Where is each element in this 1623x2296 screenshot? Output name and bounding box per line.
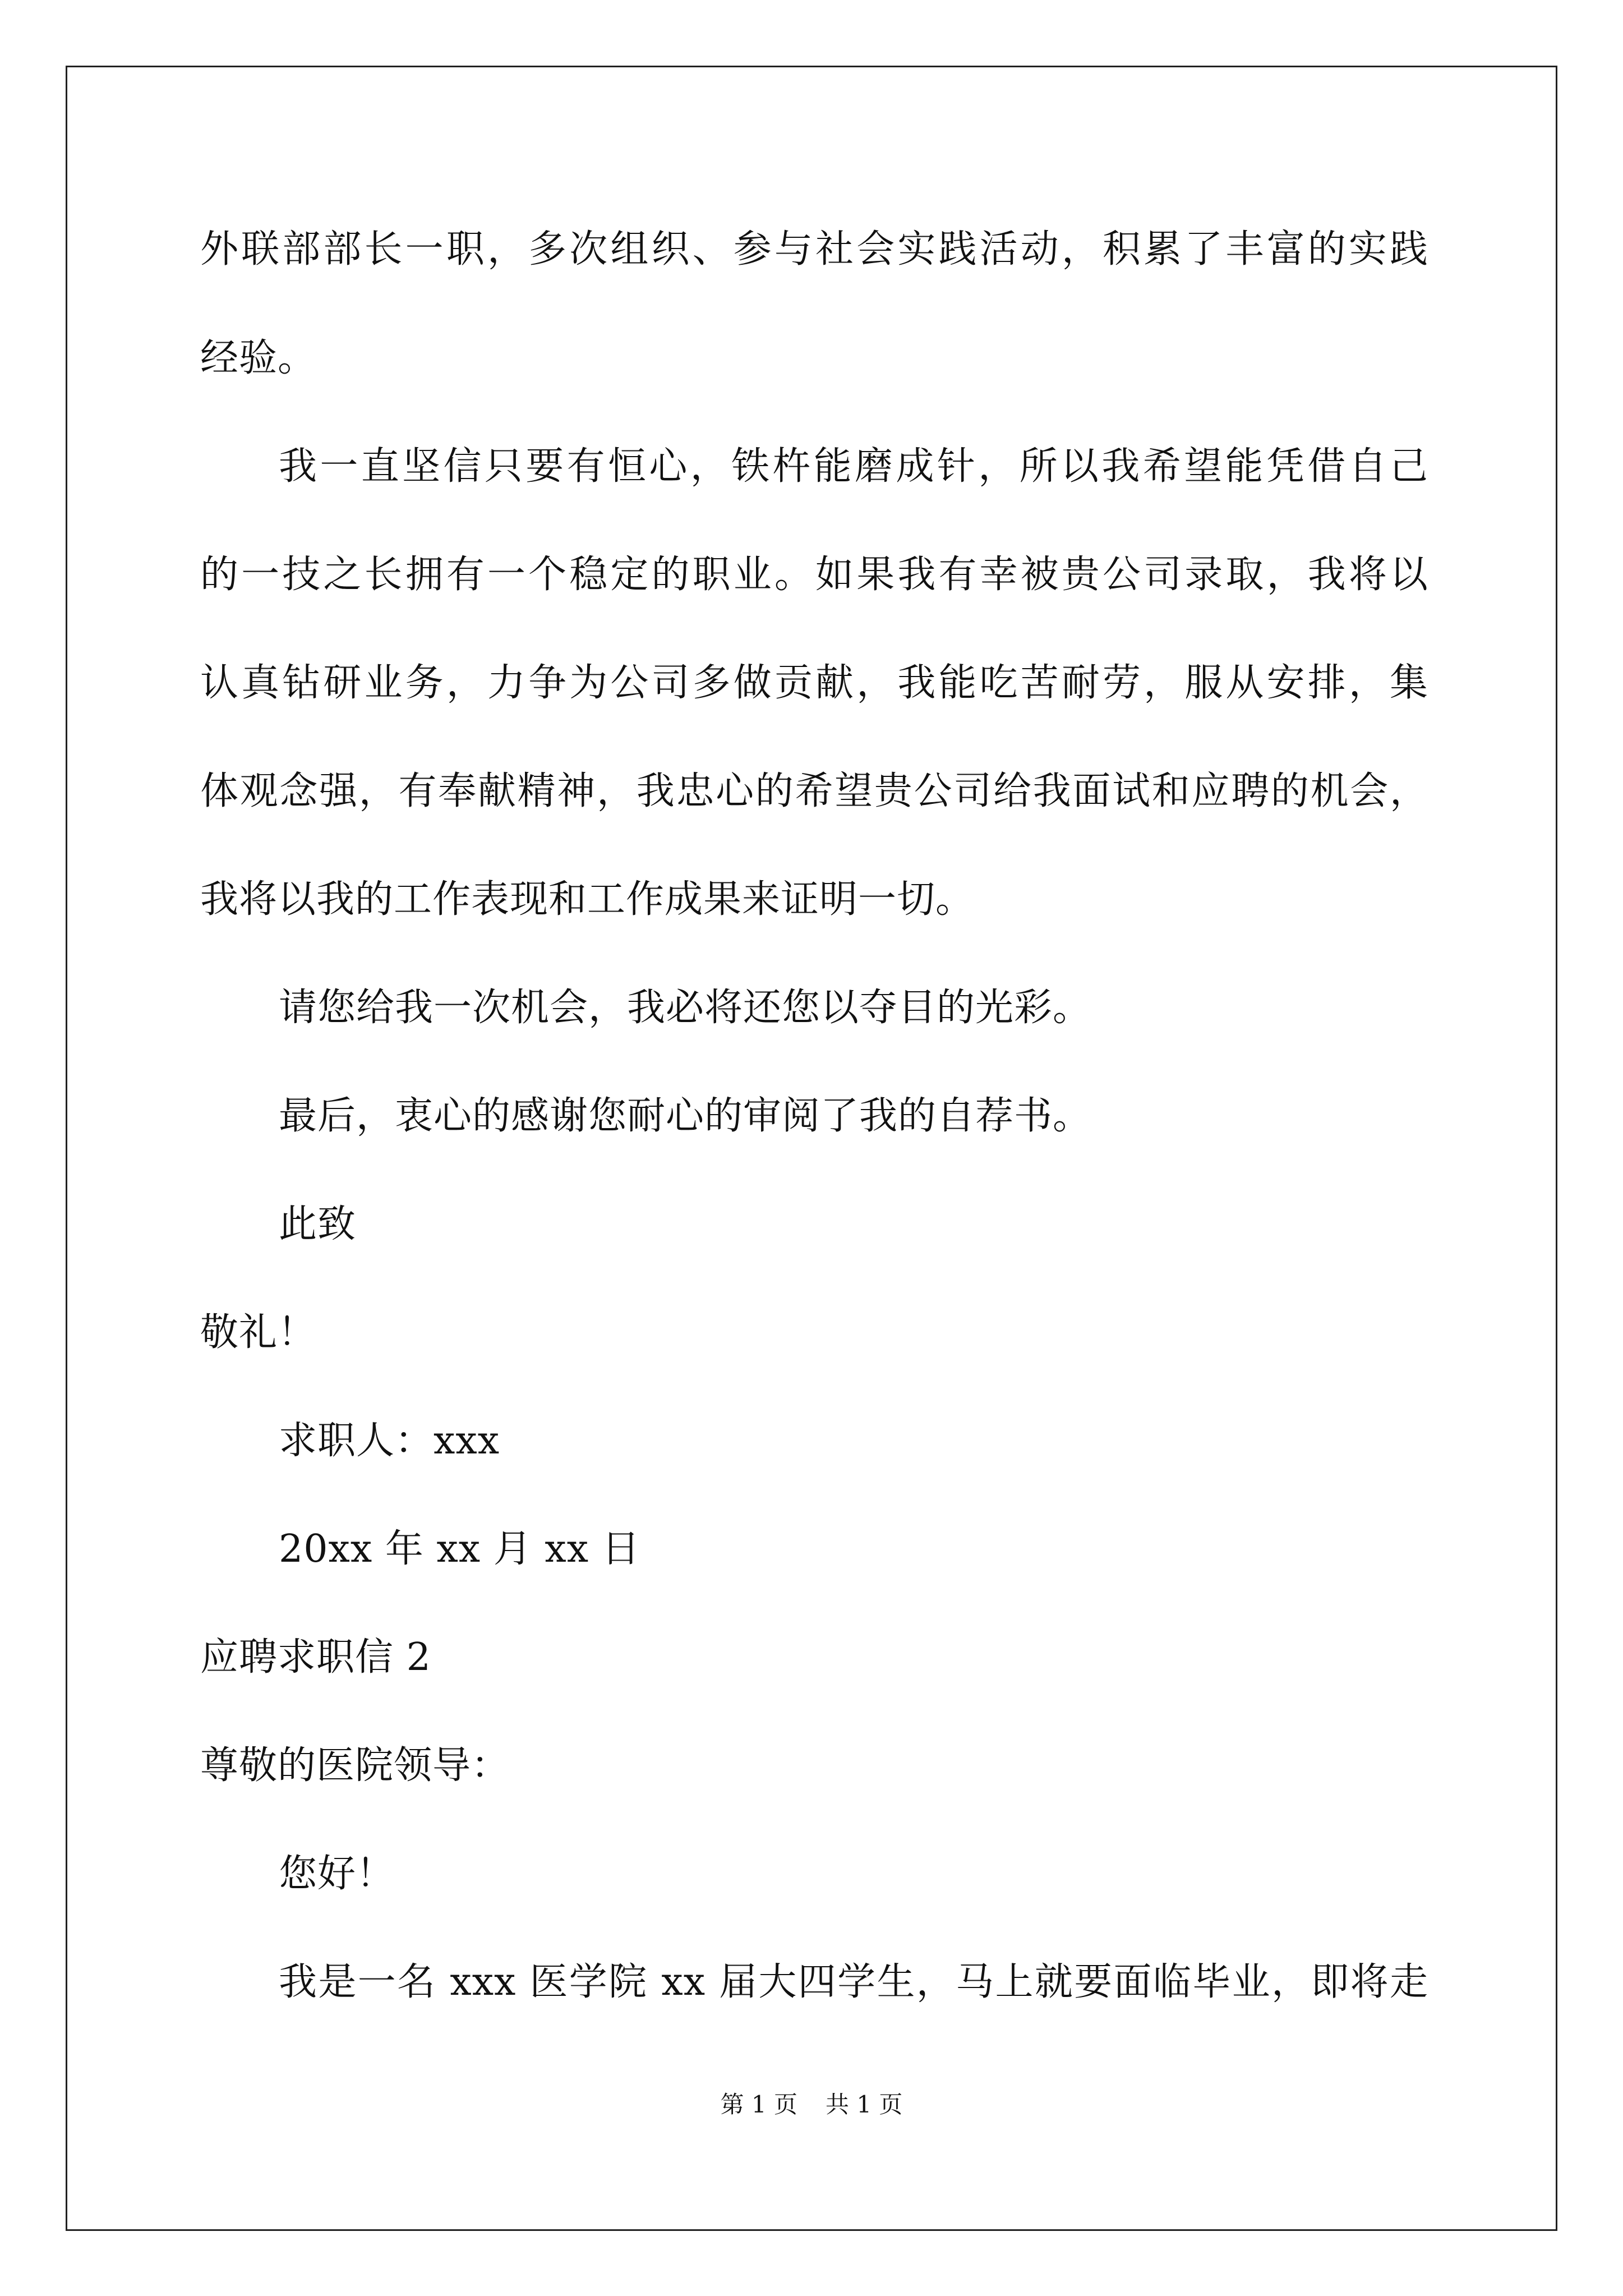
paragraph-line: 认真钻研业务，力争为公司多做贡献，我能吃苦耐劳，服从安排，集 — [200, 661, 1428, 705]
page-total: 共 1 页 — [826, 2091, 903, 2118]
greeting: 您好！ — [279, 1852, 395, 1896]
page-border — [66, 66, 1557, 2231]
closing-salutation: 此致 — [279, 1202, 357, 1246]
page-number: 第 1 页 — [720, 2091, 797, 2118]
paragraph-line: 经验。 — [200, 336, 317, 380]
paragraph-line: 的一技之长拥有一个稳定的职业。如果我有幸被贵公司录取，我将以 — [200, 553, 1428, 597]
section-title: 应聘求职信 2 — [200, 1635, 431, 1680]
page-footer — [0, 2091, 1623, 2119]
paragraph-line: 我是一名 xxx 医学院 xx 届大四学生，马上就要面临毕业，即将走 — [279, 1960, 1428, 2004]
paragraph-line: 体观念强，有奉献精神，我忠心的希望贵公司给我面试和应聘的机会， — [200, 769, 1428, 813]
paragraph-line: 我将以我的工作表现和工作成果来证明一切。 — [200, 877, 975, 922]
paragraph-line: 最后，衷心的感谢您耐心的审阅了我的自荐书。 — [279, 1094, 1092, 1138]
paragraph-line: 我一直坚信只要有恒心，铁杵能磨成针，所以我希望能凭借自己 — [279, 444, 1428, 489]
letter-date: 20xx 年 xx 月 xx 日 — [279, 1527, 640, 1571]
paragraph-line: 请您给我一次机会，我必将还您以夺目的光彩。 — [279, 986, 1092, 1030]
paragraph-line: 外联部部长一职，多次组织、参与社会实践活动，积累了丰富的实践 — [200, 227, 1428, 272]
closing-respect: 敬礼！ — [200, 1310, 317, 1355]
applicant-signature: 求职人：xxx — [279, 1419, 500, 1463]
greeting-recipient: 尊敬的医院领导： — [200, 1743, 510, 1788]
